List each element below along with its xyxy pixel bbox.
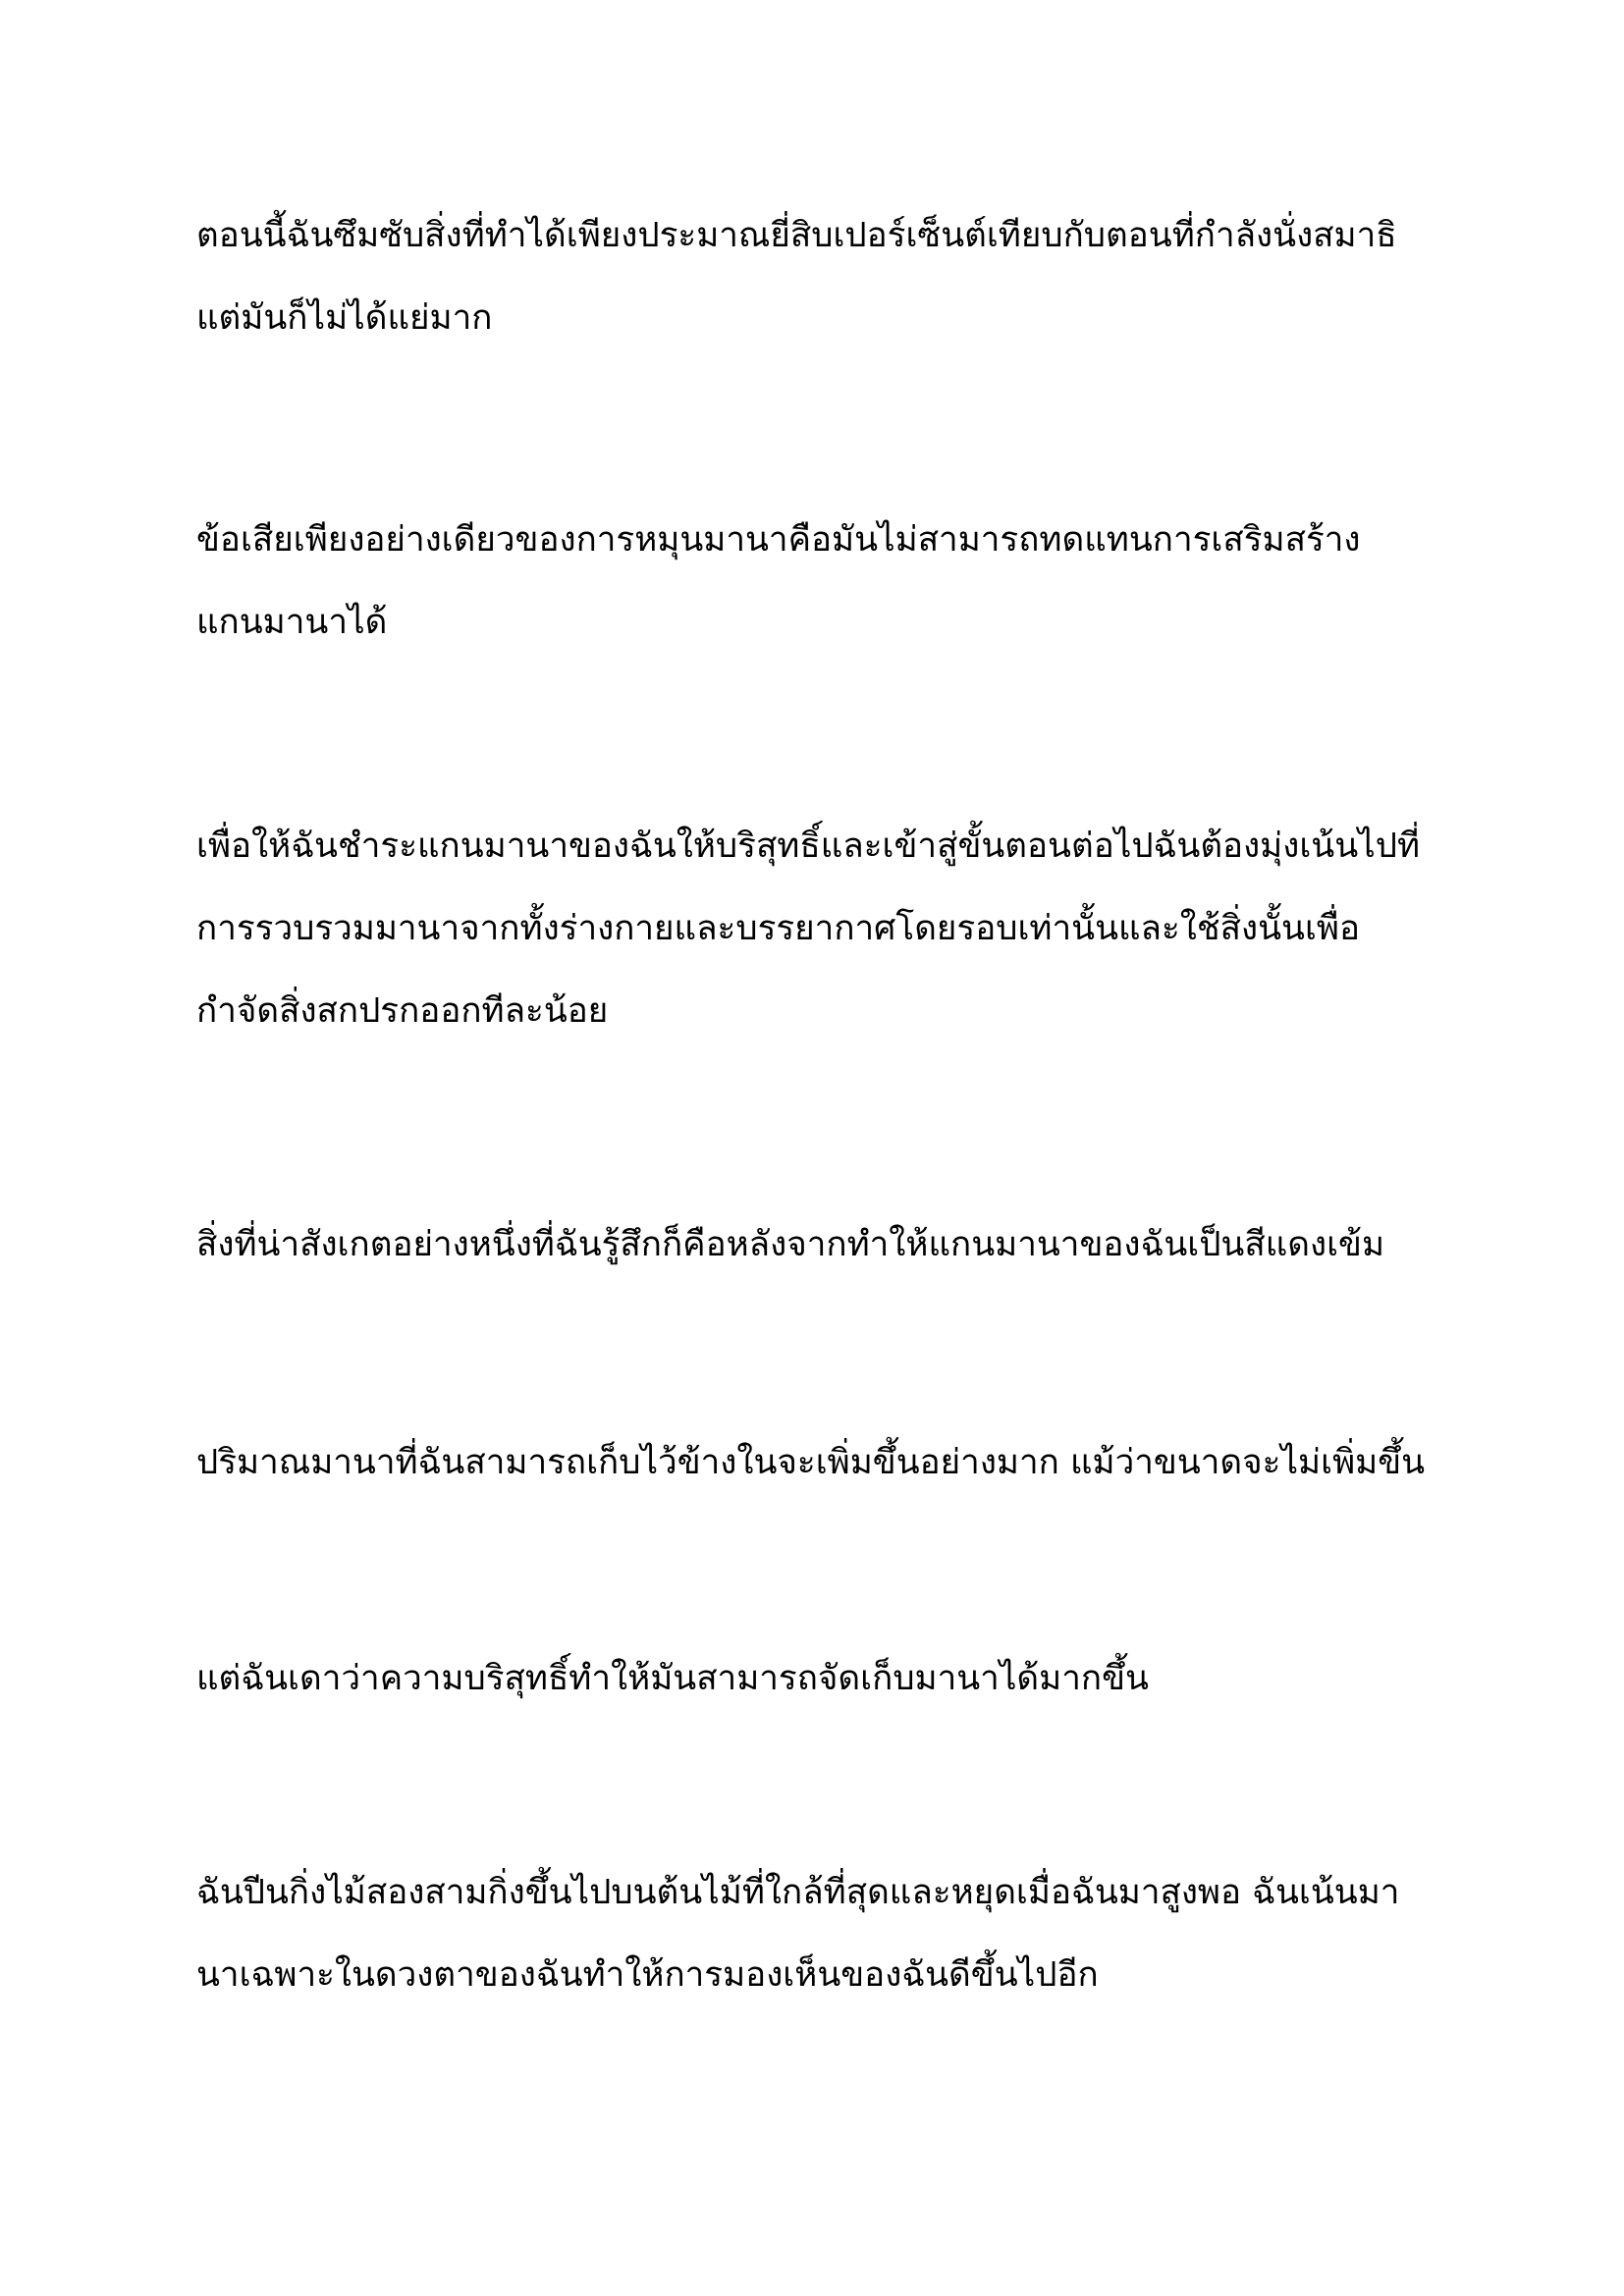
paragraph: [196, 1851, 1473, 2016]
paragraph: [196, 499, 1473, 664]
text-line: ฉันปีนกิ่งไม้สองสามกิ่งขึ้นไปบนต้นไม้ที่ใกล้ที่สุดและหยุดเมื่อฉันมาสูงพอ ฉันเน้นมา: [196, 1873, 1400, 1912]
text-line: สิ่งที่น่าสังเกตอย่างหนึ่งที่ฉันรู้สึกก็คือหลังจากทำให้แกนมานาของฉันเป็นสีแดงเข้ม: [196, 1225, 1385, 1264]
text-line: ตอนนี้ฉันซึมซับสิ่งที่ทำได้เพียงประมาณยี่สิบเปอร์เซ็นต์เทียบกับตอนที่กำลังนั่งสมาธิ: [196, 216, 1397, 255]
paragraph: [196, 1421, 1473, 1504]
paragraph: [196, 194, 1473, 359]
text-line: นาเฉพาะในดวงตาของฉันทำให้การมองเห็นของฉันดีขึ้นไปอีก: [196, 1955, 1099, 1995]
text-line: แกนมานาได้: [196, 603, 388, 642]
text-line: แต่มันก็ไม่ได้แย่มาก: [196, 298, 493, 338]
paragraph: [196, 1637, 1473, 1720]
paragraph: [196, 1203, 1473, 1286]
text-line: แต่ฉันเดาว่าความบริสุทธิ์ทำให้มันสามารถจัดเก็บมานาได้มากขึ้น: [196, 1659, 1149, 1698]
paragraph: [196, 805, 1473, 1052]
text-line: ปริมาณมานาที่ฉันสามารถเก็บไว้ข้างในจะเพิ่มขึ้นอย่างมาก แม้ว่าขนาดจะไม่เพิ่มขึ้น: [196, 1443, 1426, 1482]
text-line: เพื่อให้ฉันชำระแกนมานาของฉันให้บริสุทธิ์และเข้าสู่ขั้นตอนต่อไปฉันต้องมุ่งเน้นไปที่: [196, 827, 1421, 866]
text-line: ข้อเสียเพียงอย่างเดียวของการหมุนมานาคือมันไม่สามารถทดแทนการเสริมสร้าง: [196, 520, 1361, 560]
text-line: การรวบรวมมานาจากทั้งร่างกายและบรรยากาศโดยรอบเท่านั้นและใช้สิ่งนั้นเพื่อ: [196, 909, 1361, 948]
text-line: กำจัดสิ่งสกปรกออกทีละน้อย: [196, 991, 609, 1031]
